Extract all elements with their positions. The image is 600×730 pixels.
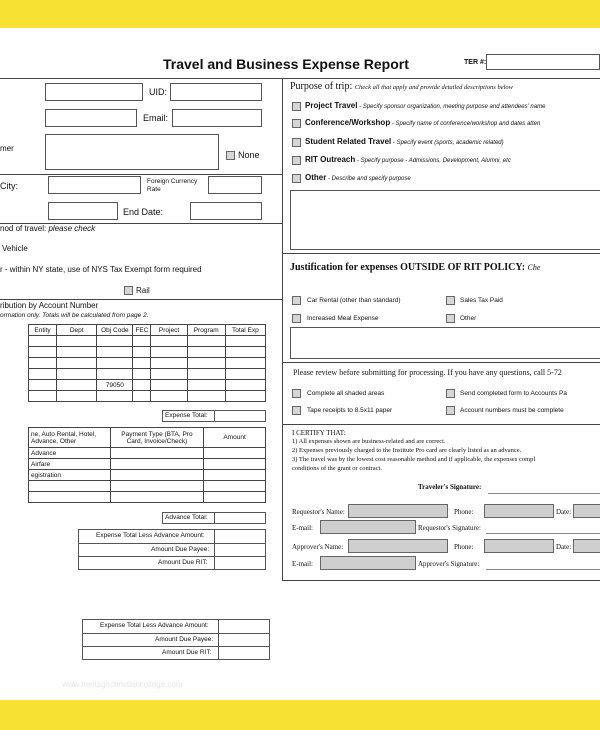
currency-label: Foreign Currency Rate [147,178,198,193]
distribution-title: ribution by Account Number [0,301,99,310]
review-checkbox-account[interactable] [446,406,455,415]
requestor-signature-line[interactable] [486,533,600,534]
table-header-row [29,428,266,448]
approver-email-label: E-mail: [292,560,313,568]
justification-title: Justification for expenses OUTSIDE OF RIT POLICY: Che [290,262,541,273]
requestor-email-label: E-mail: [292,524,313,532]
table-row[interactable] [29,492,266,503]
city-field[interactable] [48,176,141,194]
review-text: Please review before submitting for processing. If you have any questions, call 5-72 [293,368,562,377]
col-dept: Dept [57,325,97,336]
purpose-checkbox-outreach[interactable] [292,156,301,165]
table-row[interactable] [29,369,266,380]
distribution-note: ormation only. Totals will be calculated from page 2. [0,312,149,319]
table-header-row [29,325,266,336]
advance-total-label: Advance Total: [165,514,208,521]
start-date-field[interactable] [48,202,118,220]
due-rit-label: Amount Due RIT: [158,559,208,566]
col-fec: FEC [133,325,151,336]
requestor-signature-label: Requestor's Signature: [418,524,481,532]
purpose-checkbox-student[interactable] [292,138,301,147]
obj-code-cell: 79050 [97,380,133,391]
watermark: www.heritagechristiancollege.com [62,680,183,689]
purpose-outreach: RIT Outreach - Specify purpose - Admissions, Development, Alumni, etc [305,155,511,164]
col-amount: Amount [204,428,266,448]
purpose-other: Other - Describe and specify purpose [305,173,411,182]
certify-line-3b: conditions of the grant or contract. [292,465,382,472]
purpose-project: Project Travel - Specify sponsor organization, meeting purpose and attendees' name [305,101,546,110]
bottom-due-rit-label: Amount Due RIT: [162,649,212,656]
rail-checkbox[interactable] [124,286,133,295]
divider [218,619,219,660]
top-divider [0,78,600,79]
col-program: Program [187,325,225,336]
requestor-name-label: Requestor's Name: [292,508,345,516]
requestor-phone-label: Phone: [454,508,474,516]
table-row[interactable]: egistration [29,470,266,481]
requestor-date-field[interactable] [573,504,600,518]
approver-name-label: Approver's Name: [292,543,344,551]
purpose-checkbox-project[interactable] [292,102,301,111]
rail-label: Rail [136,286,150,295]
purpose-description-field[interactable] [290,190,600,250]
uid-label: UID: [149,87,167,97]
divider [214,512,215,524]
certify-line-1: 1) All expenses shown are business-related and are correct. [292,438,446,445]
email-field[interactable] [172,109,262,127]
certify-line-2: 2) Expenses previously charged to the Institute Pro card are clearly listed as an advance. [292,447,522,454]
requestor-date-label: Date: [556,508,572,516]
divider [282,253,600,254]
purpose-student: Student Related Travel - Specify event (sports, academic related) [305,137,504,146]
review-checkbox-send[interactable] [446,389,455,398]
less-advance-label: Expense Total Less Advance Amount: [96,532,205,539]
just-checkbox-meal[interactable] [292,314,301,323]
end-date-field[interactable] [190,202,262,220]
divider [214,529,215,570]
approver-name-field[interactable] [348,539,448,553]
review-shaded-label: Complete all shaded areas [307,390,385,397]
column-divider [282,78,283,580]
just-car-label: Car Rental (other than standard) [307,297,401,304]
col-entity: Entity [29,325,57,336]
currency-field[interactable] [208,176,262,194]
review-send-label: Send completed form to Accounts Pa [460,390,567,397]
city-label: City: [0,181,18,191]
purpose-checkbox-conference[interactable] [292,119,301,128]
page-title: Travel and Business Expense Report [163,56,409,72]
approver-phone-field[interactable] [484,539,554,553]
form-page [0,28,600,700]
none-label: None [238,150,260,160]
name-field[interactable] [45,83,143,101]
table-row[interactable] [29,481,266,492]
divider [82,646,270,647]
just-checkbox-car[interactable] [292,296,301,305]
purpose-conference: Conference/Workshop - Specify name of conference/workshop and dates atten [305,118,541,127]
table-row[interactable] [29,358,266,369]
email-label: Email: [143,113,169,123]
nys-label: r - within NY state, use of NYS Tax Exempt form required [0,265,202,274]
ter-label: TER #: [464,59,487,66]
bottom-due-payee-label: Amount Due Payee: [155,636,214,643]
certify-line-3: 3) The travel was by the lowest cost reasonable method and if applicable, the expenses compl [292,456,536,463]
review-account-label: Account numbers must be complete [460,407,564,414]
payment-table [28,427,266,503]
review-checkbox-shaded[interactable] [292,389,301,398]
col-payment-type: Payment Type (BTA, Pro Card, Invoice/Check) [110,428,204,448]
requestor-phone-field[interactable] [484,504,554,518]
approver-email-field[interactable] [320,556,416,570]
table-row[interactable] [29,380,266,391]
uid-field[interactable] [170,83,262,101]
vehicle-label: Vehicle [2,244,28,253]
department-field[interactable] [45,109,137,127]
just-checkbox-sales-tax[interactable] [446,296,455,305]
table-row[interactable] [29,336,266,347]
certify-title: I CERTIFY THAT: [292,429,346,437]
divider [82,633,270,634]
just-checkbox-other[interactable] [446,314,455,323]
mer-label: mer [0,144,14,153]
traveler-signature-line[interactable] [488,493,600,494]
traveler-signature-label: Traveler's Signature: [418,483,482,491]
approver-date-label: Date: [556,543,572,551]
right-bottom-divider [282,580,600,581]
col-expense-type: ne, Auto Rental, Hotel, Advance, Other [29,428,111,448]
purpose-title: Purpose of trip: Check all that apply and provide detailed descriptions below [290,81,513,92]
col-total-exp: Total Exp [225,325,265,336]
divider [78,543,266,544]
table-row[interactable]: Airfare [29,459,266,470]
approver-signature-label: Approver's Signature: [418,560,480,568]
due-payee-label: Amount Due Payee: [151,546,210,553]
address-field[interactable] [45,134,219,170]
approver-signature-line[interactable] [486,569,600,570]
end-date-label: End Date: [123,207,164,217]
travel-method-label: nod of travel: please check [0,224,96,233]
divider [282,424,600,425]
ter-field[interactable] [486,54,600,70]
col-project: Project [151,325,187,336]
review-tape-label: Tape receipts to 8.5x11 paper [307,407,393,414]
purpose-checkbox-other[interactable] [292,174,301,183]
requestor-email-field[interactable] [320,520,416,534]
expense-total-label: Expense Total: [165,412,208,419]
review-checkbox-tape[interactable] [292,406,301,415]
col-obj-code: Obj Code [97,325,133,336]
requestor-name-field[interactable] [348,504,448,518]
divider [0,174,282,175]
just-meal-label: Increased Meal Expense [307,315,379,322]
divider [0,299,282,300]
justification-field[interactable] [290,327,600,359]
bottom-less-advance-label: Expense Total Less Advance Amount: [100,622,209,629]
just-other-label: Other [460,315,477,322]
table-row[interactable]: Advance [29,448,266,459]
none-checkbox[interactable] [226,151,235,160]
just-sales-tax-label: Sales Tax Paid [460,297,503,304]
approver-date-field[interactable] [573,539,600,553]
table-row[interactable] [29,347,266,358]
table-row[interactable] [29,391,266,402]
account-table [28,324,266,402]
approver-phone-label: Phone: [454,543,474,551]
divider [282,362,600,363]
divider [214,410,215,422]
divider [78,556,266,557]
